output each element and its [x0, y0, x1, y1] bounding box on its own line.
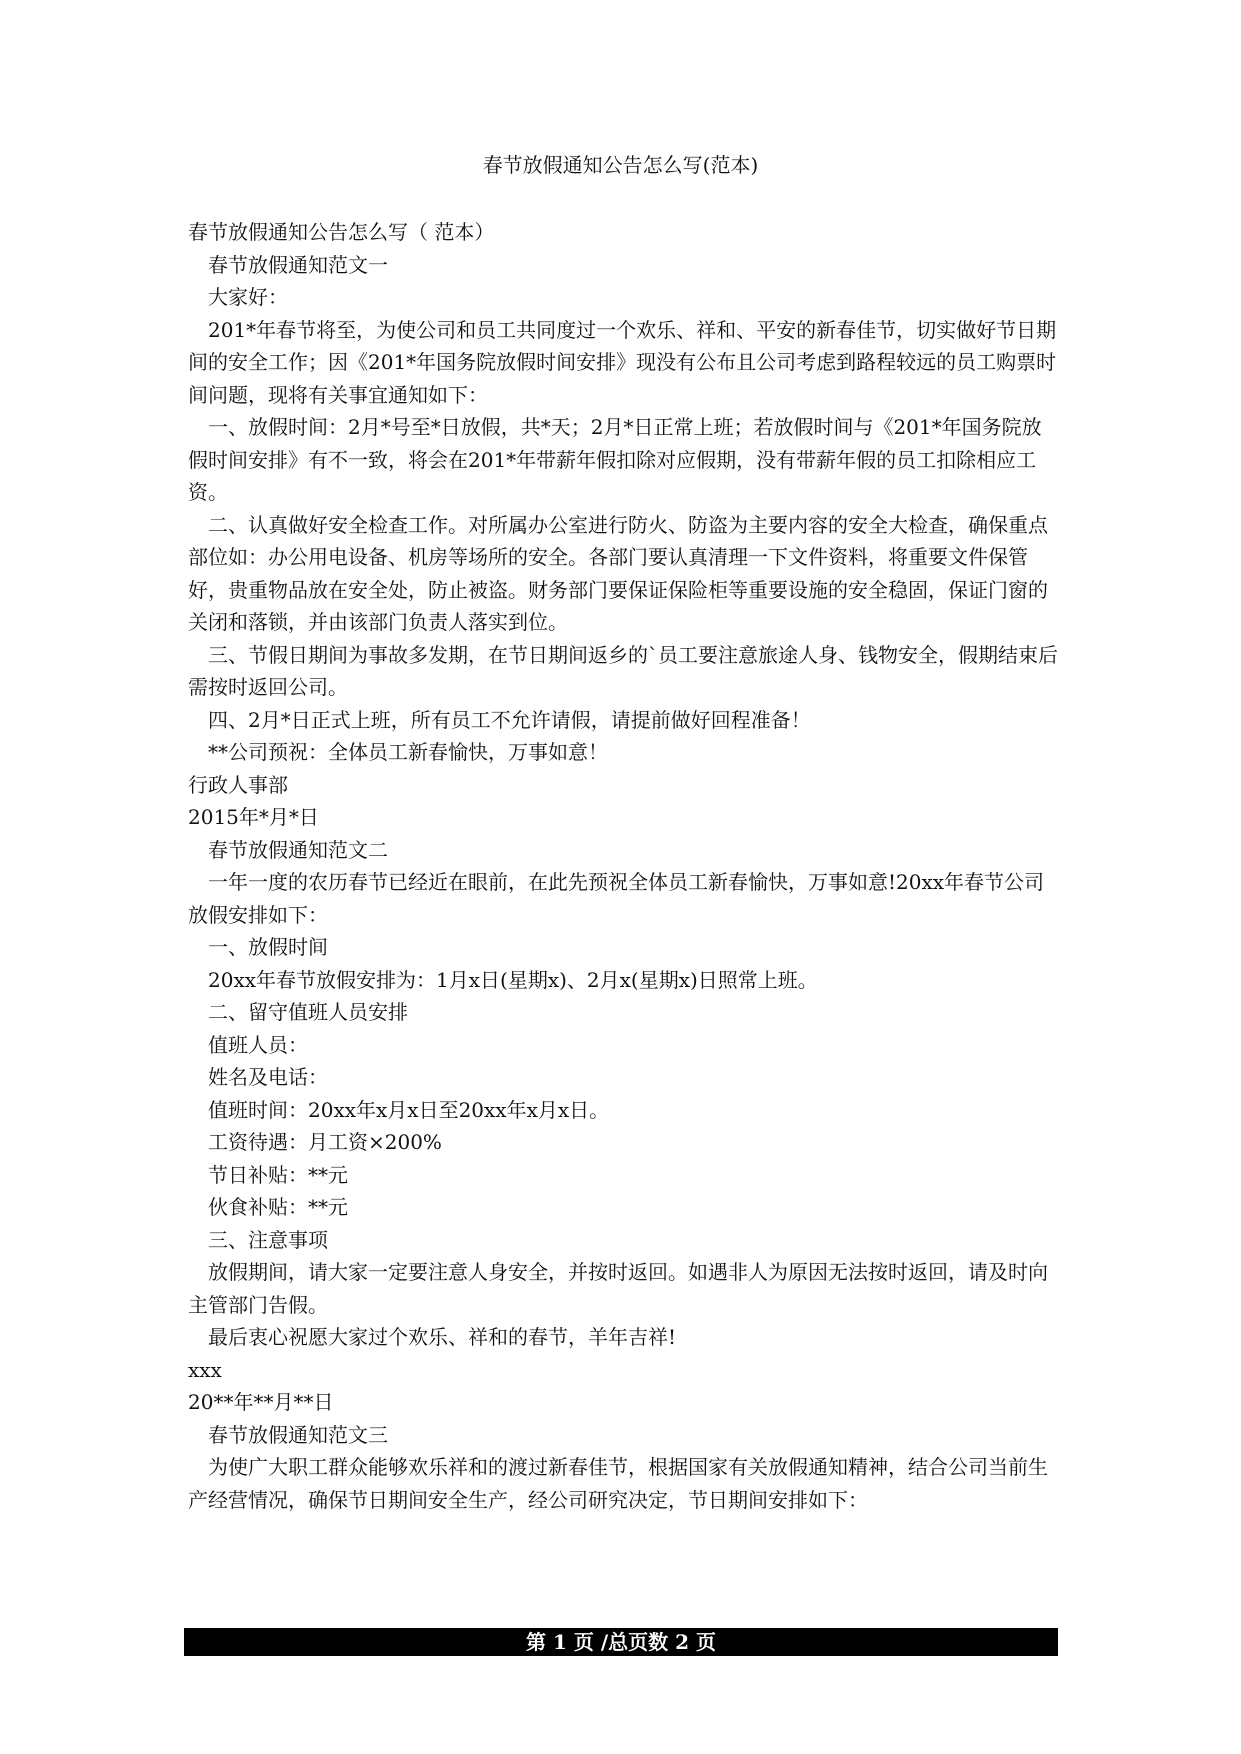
paragraph: 值班时间：20xx年x月x日至20xx年x月x日。 [208, 1097, 610, 1122]
paragraph: 为使广大职工群众能够欢乐祥和的渡过新春佳节，根据国家有关放假通知精神，结合公司当前生产经营情况，确保节日期间安全生产，经公司研究决定，节日期间安排如下： [188, 1455, 1048, 1512]
paragraph: 一、放假时间 [208, 935, 328, 959]
paragraph: 三、节假日期间为事故多发期，在节日期间返乡的`员工要注意旅途人身、钱物安全，假期结束后需按时返回公司。 [188, 642, 1058, 699]
paragraph: 大家好： [208, 285, 288, 309]
paragraph: 201*年春节将至，为使公司和员工共同度过一个欢乐、祥和、平安的新春佳节，切实做好节日期间的安全工作；因《201*年国务院放假时间安排》现没有公布且公司考虑到路程较远的员工购票时间问题，现将有关事宜通知如下： [188, 317, 1057, 407]
paragraph: 春节放假通知公告怎么写（ 范本） [188, 220, 495, 244]
paragraph: 春节放假通知范文一 [208, 252, 388, 277]
paragraph: 二、认真做好安全检查工作。对所属办公室进行防火、防盗为主要内容的安全大检查，确保重点部位如：办公用电设备、机房等场所的安全。各部门要认真清理一下文件资料，将重要文件保管好，贵重物品放在安全处，防止被盗。财务部门要保证保险柜等重要设施的安全稳固，保证门窗的关闭和落锁，并由该部门负责人落实到位。 [188, 512, 1048, 634]
paragraph: 节日补贴：**元 [208, 1162, 348, 1187]
paragraph: 工资待遇：月工资×200% [208, 1130, 442, 1154]
paragraph: 最后衷心祝愿大家过个欢乐、祥和的春节，羊年吉祥! [208, 1325, 677, 1349]
paragraph: 值班人员： [208, 1032, 308, 1057]
paragraph: 20**年**月**日 [188, 1390, 334, 1414]
paragraph: **公司预祝：全体员工新春愉快，万事如意！ [208, 740, 608, 764]
paragraph: 伙食补贴：**元 [208, 1195, 348, 1219]
paragraph: 三、注意事项 [208, 1227, 328, 1252]
paragraph: 春节放假通知范文二 [208, 837, 388, 862]
paragraph: 四、2月*日正式上班，所有员工不允许请假，请提前做好回程准备！ [208, 707, 811, 732]
paragraph: 放假期间，请大家一定要注意人身安全，并按时返回。如遇非人为原因无法按时返回，请及时向主管部门告假。 [188, 1260, 1048, 1317]
document-title: 春节放假通知公告怎么写(范本) [482, 153, 759, 177]
paragraph: 一、放假时间：2月*号至*日放假，共*天；2月*日正常上班；若放假时间与《201*年国务院放假时间安排》有不一致，将会在201*年带薪年假扣除对应假期，没有带薪年假的员工扣除相应工资。 [188, 415, 1042, 504]
paragraph: 一年一度的农历春节已经近在眼前，在此先预祝全体员工新春愉快，万事如意!20xx年春节公司放假安排如下： [188, 870, 1045, 927]
paragraph: 二、留守值班人员安排 [208, 1000, 408, 1024]
paragraph: 春节放假通知范文三 [208, 1422, 388, 1447]
paragraph: 2015年*月*日 [188, 805, 319, 829]
document-body [188, 216, 1058, 1516]
paragraph: 20xx年春节放假安排为：1月x日(星期x)、2月x(星期x)日照常上班。 [208, 967, 818, 992]
paragraph: 行政人事部 [188, 772, 288, 797]
page-footer: 第 1 页 /总页数 2 页 [184, 1628, 1058, 1656]
paragraph: xxx [188, 1357, 222, 1382]
paragraph: 姓名及电话： [208, 1065, 328, 1089]
